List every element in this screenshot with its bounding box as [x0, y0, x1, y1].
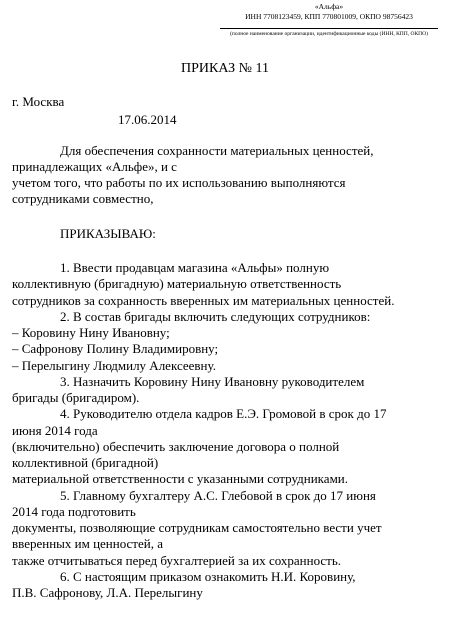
order-item-line: вверенных им ценностей, а [12, 536, 163, 551]
city: г. Москва [12, 94, 65, 109]
order-word: ПРИКАЗЫВАЮ: [60, 226, 156, 241]
order-item-line: П.В. Сафронову, Л.А. Перелыгину [12, 585, 203, 600]
order-item-line: коллективной (бригадной) [12, 455, 159, 470]
order-item-line: материальной ответственности с указанными сотрудниками. [12, 471, 349, 486]
preamble-line: принадлежащих «Альфе», и с [12, 159, 177, 174]
order-item-line: бригады (бригадиром). [12, 390, 140, 405]
order-item-line: сотрудников за сохранность вверенных им материальных ценностей. [12, 293, 395, 308]
organization-caption: (полное наименование организации, идентификационные коды (ИНН, КПП, ОКПО) [230, 31, 428, 37]
order-item-line: – Коровину Нину Ивановну; [12, 325, 170, 340]
document-title: ПРИКАЗ № 11 [181, 61, 269, 76]
organization-ids: ИНН 7708123459, КПП 770801009, ОКПО 98756423 [245, 12, 413, 21]
document-date: 17.06.2014 [118, 112, 177, 127]
header-underline [220, 28, 438, 29]
order-item-line: июня 2014 года [12, 423, 98, 438]
order-item-line: 2. В состав бригады включить следующих сотрудников: [60, 309, 371, 324]
order-item-line: 2014 года подготовить [12, 504, 136, 519]
order-item-line: 4. Руководителю отдела кадров Е.Э. Громовой в срок до 17 [60, 406, 387, 421]
organization-name: «Альфа» [314, 2, 344, 11]
order-item-line: 1. Ввести продавцам магазина «Альфы» полную [60, 260, 330, 275]
order-item-line: документы, позволяющие сотрудникам самостоятельно вести учет [12, 520, 382, 535]
order-item-line: – Сафронову Полину Владимировну; [12, 341, 219, 356]
preamble-line: учетом того, что работы по их использованию выполняются [12, 175, 346, 190]
order-item-line: – Перелыгину Людмилу Алексеевну. [12, 358, 216, 373]
order-item-line: 6. С настоящим приказом ознакомить Н.И. Коровину, [60, 569, 356, 584]
preamble-line: сотрудниками совместно, [12, 191, 154, 206]
order-item-line: 3. Назначить Коровину Нину Ивановну руководителем [60, 374, 365, 389]
preamble-line: Для обеспечения сохранности материальных ценностей, [60, 143, 374, 158]
order-item-line: (включительно) обеспечить заключение договора о полной [12, 439, 340, 454]
order-item-line: 5. Главному бухгалтеру А.С. Глебовой в срок до 17 июня [60, 488, 376, 503]
order-item-line: коллективную (бригадную) материальную ответственность [12, 276, 342, 291]
order-item-line: также отчитываться перед бухгалтерией за их сохранность. [12, 553, 342, 568]
